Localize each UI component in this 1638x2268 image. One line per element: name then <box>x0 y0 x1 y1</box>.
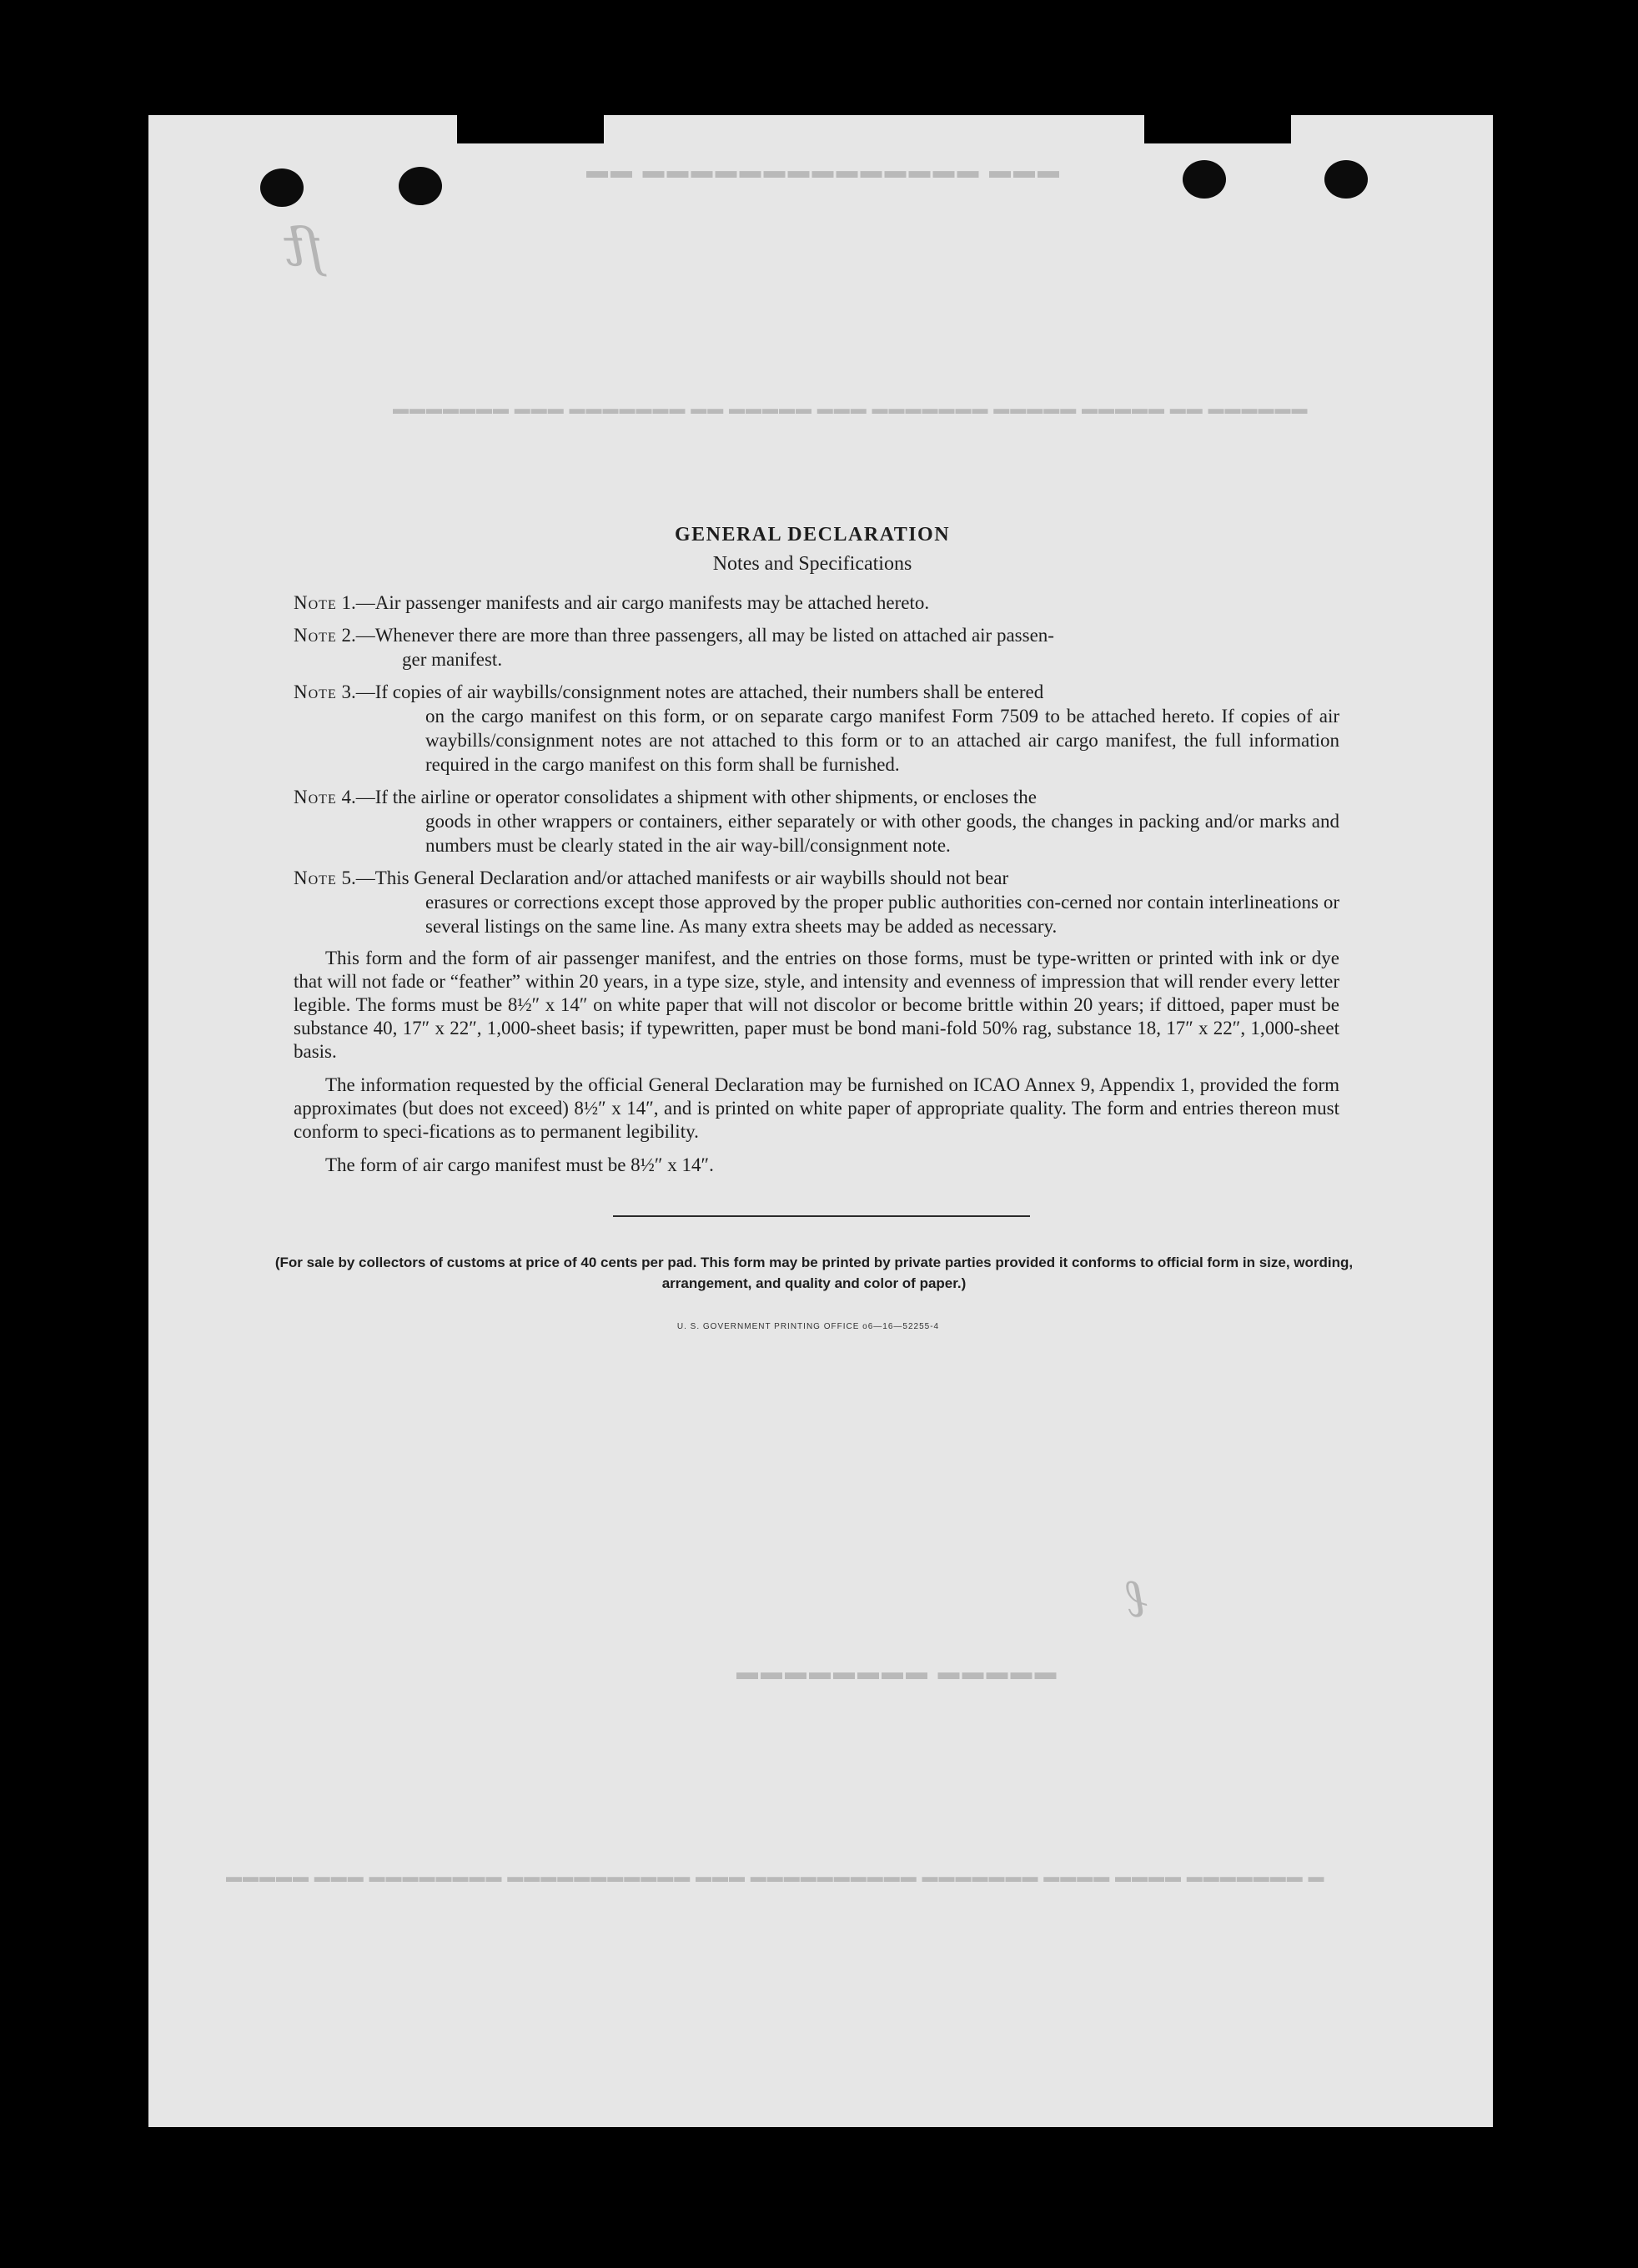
printer-imprint: U. S. GOVERNMENT PRINTING OFFICE o6—16—52255-4 <box>676 1322 940 1331</box>
note-label: Note <box>294 787 337 807</box>
bleed-through-text: ▬▬▬ ▬▬▬▬▬▬▬▬▬▬▬▬▬▬ ▬▬ <box>584 158 1059 183</box>
note-text: This General Declaration and/or attached manifests or air waybills should not bear <box>374 867 1009 888</box>
note-text: If the airline or operator consolidates a shipment with other shipments, or encloses the <box>374 787 1038 807</box>
notes-and-specifications <box>274 524 1354 1331</box>
bleed-through-text: ▬ ▬▬▬▬▬▬▬ ▬▬▬▬ ▬▬▬▬ ▬▬▬▬▬▬▬ ▬▬▬▬▬▬▬▬▬▬ ▬▬▬ ▬▬▬▬▬▬▬▬▬▬▬ ▬▬▬▬▬▬▬▬ ▬▬▬ ▬▬▬▬▬ <box>225 1868 1324 1886</box>
bleed-through-text: ▬▬▬▬▬▬ ▬▬ ▬▬▬▬▬ ▬▬▬▬▬ ▬▬▬▬▬▬▬ ▬▬▬ ▬▬▬▬▬ ▬▬ ▬▬▬▬▬▬▬ ▬▬▬ ▬▬▬▬▬▬▬ <box>392 400 1308 418</box>
specification-paragraph: This form and the form of air passenger manifest, and the entries on those forms, must be type-written or printed with ink or dye that will not fade or “feather” within 20 years, in a type size, style, and intensity and evenness of impression that will render every letter legible. The forms must be 8½″ x 14″ on white paper that will not discolor or become brittle within 20 years; if dittoed, paper must be substance 40, 17″ x 22″, 1,000-sheet basis; if typewritten, paper must be bond mani-fold 50% rag, substance 18, 17″ x 22″, 1,000-sheet basis. <box>294 948 1339 1062</box>
note-item: Note 2.—Whenever there are more than three passengers, all may be listed on attached air passen- ger manifest. <box>294 623 1339 671</box>
note-label: Note <box>294 867 337 888</box>
note-number: 3. <box>341 681 356 702</box>
top-edge-notch <box>457 115 604 143</box>
note-text: Whenever there are more than three passengers, all may be listed on attached air passen- <box>374 625 1054 646</box>
note-text: Air passenger manifests and air cargo manifests may be attached hereto. <box>374 592 930 613</box>
note-text-continued: ger manifest. <box>402 649 503 670</box>
punch-hole <box>1324 160 1368 199</box>
punch-hole <box>399 167 442 205</box>
notes-list <box>294 591 1339 938</box>
bleed-through-text: ▬▬▬▬▬ ▬▬▬▬▬▬▬▬ <box>734 1660 1057 1684</box>
note-text-continued: erasures or corrections except those approved by the proper public authorities con-cerned nor contain interlineations or several listings on the same line. As many extra sheets may be added as necessary. <box>425 892 1339 937</box>
note-item: Note 4.—If the airline or operator consolidates a shipment with other shipments, or encloses the goods in other wrappers or containers, either separately or with other goods, the changes in packing and/or marks and numbers must be clearly stated in the air way-bill/consignment note. <box>294 787 1339 856</box>
page-title: GENERAL DECLARATION <box>674 524 951 546</box>
note-text-continued: on the cargo manifest on this form, or on separate cargo manifest Form 7509 to be attached hereto. If copies of air waybills/consignment notes are not attached to this form or to an attached air cargo manifest, the full information required in the cargo manifest on this form shall be furnished. <box>425 706 1339 775</box>
note-number: 4. <box>341 787 356 807</box>
note-item: Note 3.—If copies of air waybills/consignment notes are attached, their numbers shall be entered on the cargo manifest on this form, or on separate cargo manifest Form 7509 to be attached hereto. If copies of air waybills/consignment notes are not attached to this form or to an attached air cargo manifest, the full information required in the cargo manifest on this form shall be furnished. <box>294 681 1339 775</box>
note-item: Note 5.—This General Declaration and/or attached manifests or air waybills should not bear erasures or corrections except those approved by the proper public authorities con-cerned nor contain interlineations or several listings on the same line. As many extra sheets may be added as necessary. <box>294 867 1339 937</box>
divider <box>613 1215 1030 1217</box>
specification-paragraph: The information requested by the official General Declaration may be furnished on ICAO Annex 9, Appendix 1, provided the form approximates (but does not exceed) 8½″ x 14″, and is printed on white paper of appropriate quality. The form and entries thereon must conform to speci-fications as to permanent legibility. <box>294 1074 1339 1142</box>
sale-notice: (For sale by collectors of customs at price of 40 cents per pad. This form may be printed by private parties provided it conforms to official form in size, wording, arrangement, and quality and color of paper.) <box>274 1255 1354 1291</box>
note-label: Note <box>294 681 337 702</box>
note-label: Note <box>294 625 337 646</box>
page-subtitle: Notes and Specifications <box>712 553 912 575</box>
specification-paragraph: The form of air cargo manifest must be 8½″ x 14″. <box>325 1154 714 1175</box>
note-text: If copies of air waybills/consignment notes are attached, their numbers shall be entered <box>374 681 1044 702</box>
bleed-through-handwriting: ℓ <box>1126 1568 1148 1630</box>
bleed-through-handwriting: ﬅ <box>284 217 324 279</box>
punch-hole <box>260 168 304 207</box>
note-item: Note 1.—Air passenger manifests and air cargo manifests may be attached hereto. <box>294 592 930 613</box>
note-number: 1. <box>341 592 356 613</box>
note-number: 5. <box>341 867 356 888</box>
punch-hole <box>1183 160 1226 199</box>
top-edge-notch <box>1144 115 1291 143</box>
note-label: Note <box>294 592 337 613</box>
note-number: 2. <box>341 625 356 646</box>
note-text-continued: goods in other wrappers or containers, either separately or with other goods, the changes in packing and/or marks and numbers must be clearly stated in the air way-bill/consignment note. <box>425 811 1339 856</box>
